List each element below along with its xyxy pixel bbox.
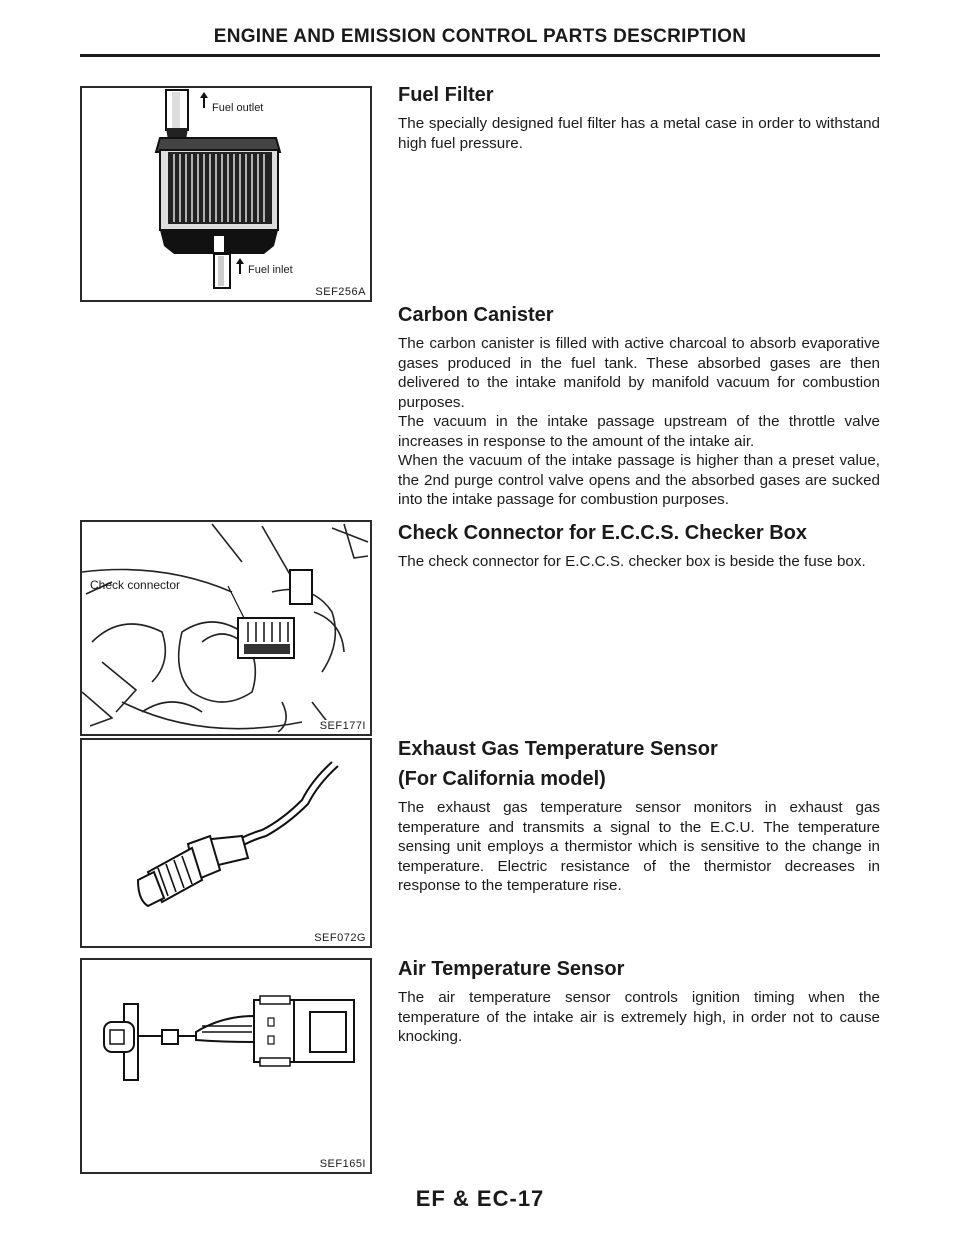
fuel-filter-illustration — [82, 88, 370, 300]
section-body: The check connector for E.C.C.S. checker box is beside the fuse box. — [398, 553, 866, 570]
section-heading: Carbon Canister — [398, 304, 554, 326]
section-heading: Fuel Filter — [398, 84, 494, 106]
air-sensor-section — [398, 956, 880, 1047]
air-sensor-figure — [80, 958, 372, 1174]
section-paragraph: The vacuum in the intake passage upstream of the throttle valve increases in response to the amount of the intake air. — [398, 413, 880, 450]
section-body: The exhaust gas temperature sensor monitors in exhaust gas temperature and transmits a signal to the E.C.U. The temperature sensing unit employs a thermistor which is sensitive to the change in temperature. Electric resistance of the thermistor decreases in response to the temperature rise. — [398, 799, 880, 894]
fuel-outlet-label: Fuel outlet — [212, 102, 264, 114]
exhaust-sensor-figure — [80, 738, 372, 948]
fuel-filter-section — [398, 82, 880, 153]
air-sensor-illustration — [82, 960, 370, 1172]
carbon-canister-section — [398, 302, 880, 510]
exhaust-sensor-section — [398, 736, 880, 896]
figure-code: SEF256A — [315, 286, 366, 298]
section-heading: Exhaust Gas Temperature Sensor — [398, 738, 718, 760]
section-heading: Check Connector for E.C.C.S. Checker Box — [398, 522, 807, 544]
fuel-inlet-label: Fuel inlet — [248, 264, 293, 276]
figure-code: SEF165I — [319, 1158, 366, 1170]
check-connector-figure — [80, 520, 372, 736]
section-subheading: (For California model) — [398, 768, 606, 790]
section-heading: Air Temperature Sensor — [398, 958, 625, 980]
check-connector-illustration — [82, 522, 370, 734]
exhaust-sensor-illustration — [82, 740, 370, 946]
figure-code: SEF072G — [314, 932, 366, 944]
figure-code: SEF177I — [319, 720, 366, 732]
header-rule — [80, 54, 880, 57]
check-connector-label: Check connector — [90, 578, 181, 592]
page-number: EF & EC-17 — [415, 1186, 545, 1211]
section-body: The specially designed fuel filter has a metal case in order to withstand high fuel pressure. — [398, 115, 880, 152]
check-connector-section — [398, 520, 880, 572]
page-header: ENGINE AND EMISSION CONTROL PARTS DESCRIPTION — [213, 26, 747, 47]
section-paragraph: The carbon canister is filled with active charcoal to absorb evaporative gases produced in the fuel tank. These absorbed gases are then delivered to the intake manifold by manifold vacuum for combustion purposes. — [398, 335, 880, 411]
fuel-filter-figure — [80, 86, 372, 302]
section-body: The air temperature sensor controls ignition timing when the temperature of the intake air is extremely high, in order not to cause knocking. — [398, 989, 880, 1045]
section-paragraph: When the vacuum of the intake passage is higher than a preset value, the 2nd purge control valve opens and the absorbed gases are sucked into the intake passage for combustion purposes. — [398, 452, 880, 508]
